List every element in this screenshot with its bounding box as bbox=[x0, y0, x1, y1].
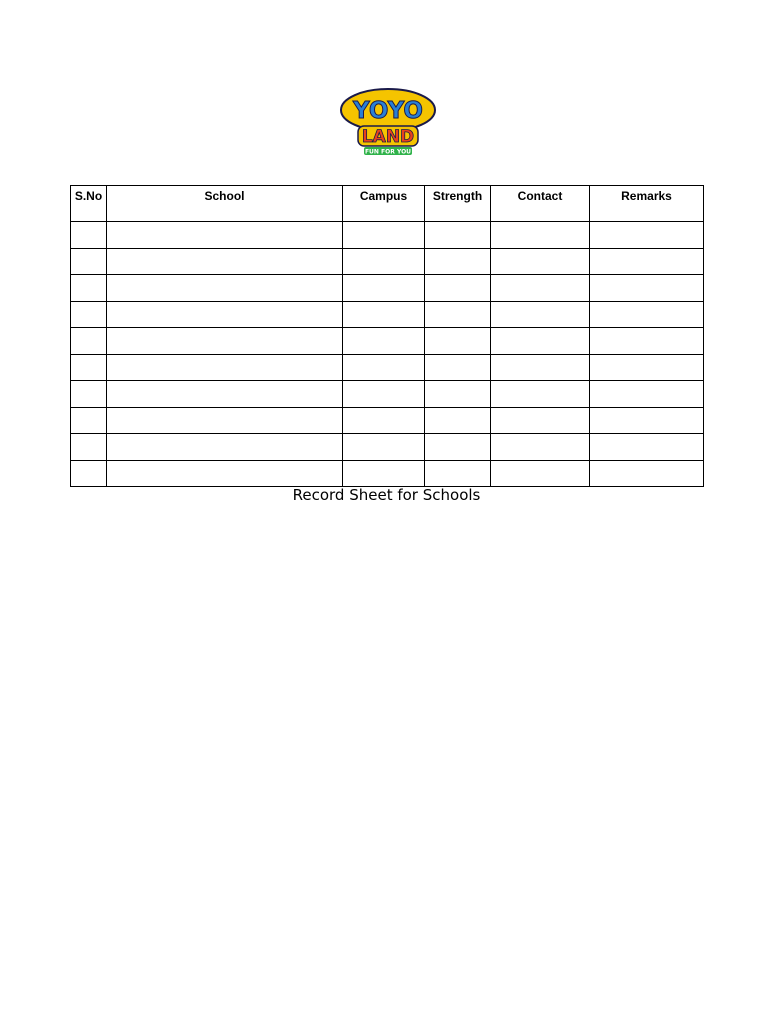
table-cell bbox=[491, 381, 590, 408]
table-cell bbox=[425, 434, 491, 461]
table-cell bbox=[491, 248, 590, 275]
table-cell bbox=[343, 248, 425, 275]
table-cell bbox=[590, 434, 704, 461]
table-cell bbox=[343, 381, 425, 408]
table-cell bbox=[107, 328, 343, 355]
table-cell bbox=[590, 222, 704, 249]
table-cell bbox=[491, 460, 590, 487]
table-cell bbox=[71, 275, 107, 302]
table-cell bbox=[590, 275, 704, 302]
table-cell bbox=[425, 222, 491, 249]
school-record-table bbox=[70, 185, 704, 487]
table-cell bbox=[343, 354, 425, 381]
header-remarks: Remarks bbox=[590, 186, 704, 222]
table-cell bbox=[590, 328, 704, 355]
table-cell bbox=[71, 222, 107, 249]
table-row bbox=[71, 328, 704, 355]
table-cell bbox=[425, 354, 491, 381]
table-cell bbox=[590, 301, 704, 328]
table-cell bbox=[590, 407, 704, 434]
table-cell bbox=[343, 434, 425, 461]
svg-text:LAND: LAND bbox=[361, 127, 415, 147]
table-cell bbox=[425, 328, 491, 355]
svg-text:FUN FOR YOU: FUN FOR YOU bbox=[364, 148, 412, 156]
table-cell bbox=[71, 407, 107, 434]
table-cell bbox=[71, 301, 107, 328]
table-row bbox=[71, 460, 704, 487]
table-cell bbox=[107, 222, 343, 249]
table-cell bbox=[107, 248, 343, 275]
table-cell bbox=[107, 434, 343, 461]
table-cell bbox=[491, 222, 590, 249]
table-row bbox=[71, 354, 704, 381]
table-body bbox=[71, 222, 704, 487]
table-cell bbox=[425, 407, 491, 434]
table-row bbox=[71, 301, 704, 328]
yoyo-land-logo-graphic bbox=[338, 84, 438, 158]
table-cell bbox=[107, 460, 343, 487]
table-cell bbox=[107, 301, 343, 328]
table-cell bbox=[590, 248, 704, 275]
table-cell bbox=[491, 354, 590, 381]
table-cell bbox=[425, 248, 491, 275]
table-cell bbox=[491, 301, 590, 328]
table-cell bbox=[107, 407, 343, 434]
table-cell bbox=[425, 301, 491, 328]
table-header-row bbox=[71, 186, 704, 222]
header-contact: Contact bbox=[491, 186, 590, 222]
table-cell bbox=[71, 328, 107, 355]
header-school: School bbox=[107, 186, 343, 222]
table-row bbox=[71, 248, 704, 275]
table-cell bbox=[491, 328, 590, 355]
table-cell bbox=[343, 222, 425, 249]
document-caption: Record Sheet for Schools bbox=[292, 486, 481, 504]
table-cell bbox=[343, 301, 425, 328]
header-sno: S.No bbox=[71, 186, 107, 222]
table-row bbox=[71, 434, 704, 461]
header-campus: Campus bbox=[343, 186, 425, 222]
table-cell bbox=[425, 381, 491, 408]
table-cell bbox=[491, 407, 590, 434]
table-cell bbox=[107, 354, 343, 381]
table-cell bbox=[343, 275, 425, 302]
table-row bbox=[71, 275, 704, 302]
table-cell bbox=[590, 354, 704, 381]
table-cell bbox=[343, 460, 425, 487]
table-cell bbox=[107, 381, 343, 408]
table-cell bbox=[425, 275, 491, 302]
table-cell bbox=[590, 460, 704, 487]
table-cell bbox=[590, 381, 704, 408]
table-cell bbox=[71, 248, 107, 275]
table-row bbox=[71, 407, 704, 434]
table-cell bbox=[71, 460, 107, 487]
header-strength: Strength bbox=[425, 186, 491, 222]
table-row bbox=[71, 381, 704, 408]
table-row bbox=[71, 222, 704, 249]
table-cell bbox=[107, 275, 343, 302]
table-cell bbox=[491, 275, 590, 302]
table-cell bbox=[71, 381, 107, 408]
table-cell bbox=[71, 434, 107, 461]
table-cell bbox=[491, 434, 590, 461]
svg-text:YOYO: YOYO bbox=[353, 98, 423, 124]
table-cell bbox=[425, 460, 491, 487]
yoyo-land-logo bbox=[338, 84, 438, 158]
table-cell bbox=[343, 328, 425, 355]
table-cell bbox=[71, 354, 107, 381]
table-cell bbox=[343, 407, 425, 434]
